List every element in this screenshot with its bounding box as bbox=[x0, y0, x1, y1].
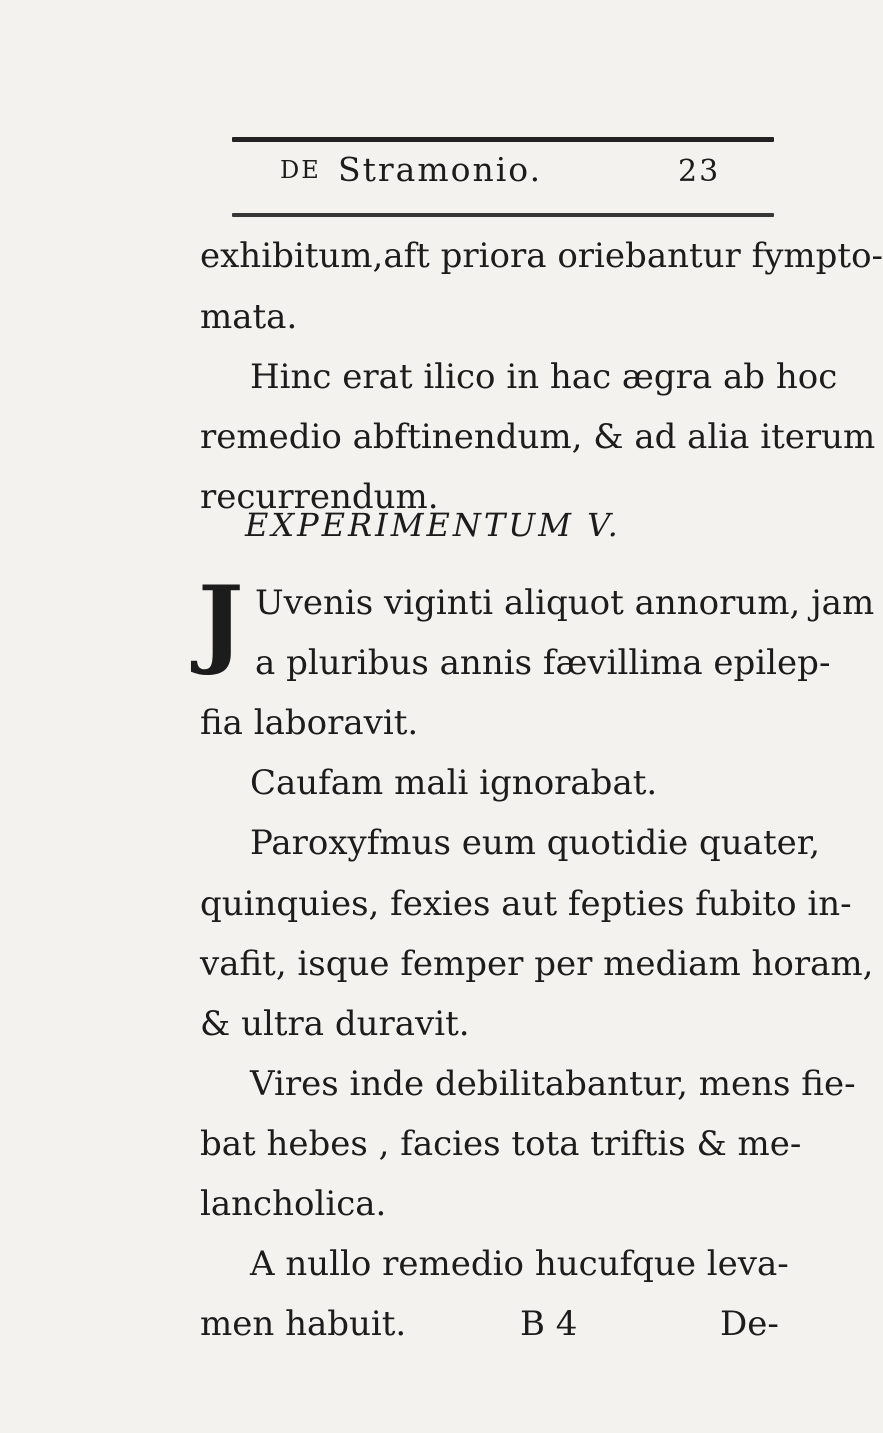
text-line: fia laboravit. bbox=[200, 703, 419, 743]
text-line: Caufam mali ignorabat. bbox=[250, 763, 658, 803]
text-line: Vires inde debilitabantur, mens fie- bbox=[250, 1064, 856, 1104]
text-line: A nullo remedio hucufque leva- bbox=[250, 1244, 789, 1284]
text-line: mata. bbox=[200, 297, 298, 337]
section-heading: EXPERIMENTUM V. bbox=[245, 506, 621, 544]
catchword: De- bbox=[720, 1304, 779, 1344]
text-line: Uvenis viginti aliquot annorum, jam bbox=[255, 583, 875, 623]
header-title: Stramonio. bbox=[338, 150, 543, 189]
header-rule-top bbox=[232, 137, 774, 142]
text-line: quinquies, fexies aut fepties fubito in- bbox=[200, 884, 852, 924]
drop-cap: J bbox=[198, 565, 244, 678]
page-number: 23 bbox=[678, 154, 721, 189]
text-line: recurrendum. bbox=[200, 477, 439, 517]
text-line: remedio abftinendum, & ad alia iterum bbox=[200, 417, 876, 457]
text-line: a pluribus annis fævillima epilep- bbox=[255, 643, 831, 683]
text-line: Hinc erat ilico in hac ægra ab hoc bbox=[250, 357, 838, 397]
running-header bbox=[280, 150, 780, 200]
signature-mark: B 4 bbox=[520, 1304, 578, 1344]
header-rule-bottom bbox=[232, 213, 774, 217]
text-line: bat hebes , facies tota triftis & me- bbox=[200, 1124, 802, 1164]
text-line: exhibitum,aft priora oriebantur fympto- bbox=[200, 236, 883, 276]
text-line: lancholica. bbox=[200, 1184, 387, 1224]
text-line: men habuit. bbox=[200, 1304, 407, 1344]
text-line: Paroxyfmus eum quotidie quater, bbox=[250, 823, 821, 863]
header-prefix: DE bbox=[280, 156, 321, 184]
text-line: vafit, isque femper per mediam horam, bbox=[200, 944, 874, 984]
text-line: & ultra duravit. bbox=[200, 1004, 470, 1044]
